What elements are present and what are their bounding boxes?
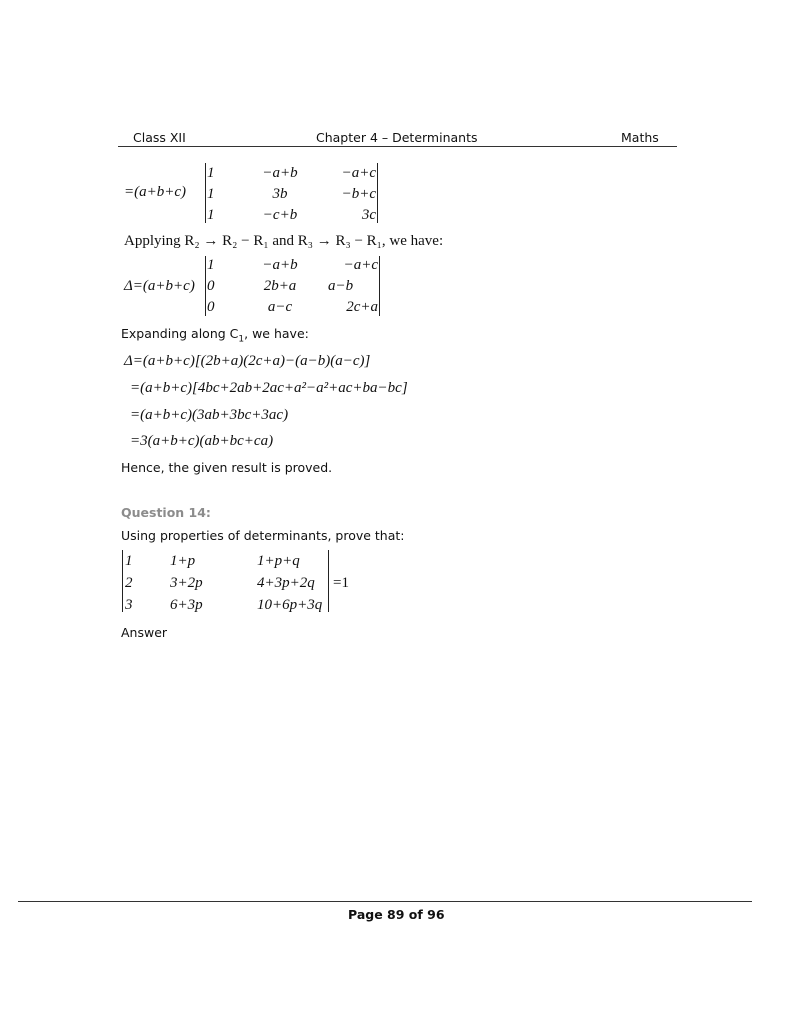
answer-label: Answer — [121, 625, 168, 640]
q-det-right-bar — [328, 550, 329, 612]
det1-cell: 1 — [207, 186, 215, 202]
conclusion-text: Hence, the given result is proved. — [121, 460, 333, 475]
expanding-label: Expanding along C — [121, 326, 239, 341]
det2-left-bar — [205, 256, 206, 316]
det1-cell: 1 — [207, 207, 215, 223]
det2-right-bar — [379, 256, 380, 316]
det2-cell: −a+b — [262, 257, 298, 273]
det2-cell: 2c+a — [346, 299, 378, 315]
step-line: =3(a+b+c)(ab+bc+ca) — [130, 433, 274, 449]
det2-cell: −a+c — [343, 257, 378, 273]
det2-cell: 1 — [207, 257, 215, 273]
det1-cell: 3b — [272, 186, 288, 202]
q-cell: 6+3p — [170, 597, 203, 613]
det2-cell: 0 — [207, 278, 215, 294]
header-chapter: Chapter 4 – Determinants — [316, 130, 478, 145]
q-cell: 3 — [125, 597, 133, 613]
header-class: Class XII — [133, 130, 186, 145]
det1-right-bar — [377, 163, 378, 223]
applying-text: Applying R₂ → R₂ − R₁ and R₃ → R₃ − R₁, we have: — [124, 233, 444, 249]
step-line: Δ=(a+b+c)[(2b+a)(2c+a)−(a−b)(a−c)] — [124, 353, 371, 369]
det1-cell: −a+c — [341, 165, 376, 181]
page-number: Page 89 of 96 — [348, 907, 445, 922]
det2-cell: 2b+a — [263, 278, 297, 294]
det2-prefix: Δ=(a+b+c) — [124, 278, 195, 294]
question-title: Question 14: — [121, 505, 211, 520]
q-cell: 10+6p+3q — [257, 597, 323, 613]
det1-cell: −b+c — [341, 186, 376, 202]
step-line: =(a+b+c)[4bc+2ab+2ac+a²−a²+ac+ba−bc] — [130, 380, 408, 396]
q-cell: 1+p+q — [257, 553, 300, 569]
header-rule — [118, 146, 677, 147]
header-subject: Maths — [621, 130, 659, 145]
expanding-text — [121, 326, 309, 345]
step-line: =(a+b+c)(3ab+3bc+3ac) — [130, 407, 289, 423]
det1-cell: 3c — [361, 207, 376, 223]
det1-prefix: =(a+b+c) — [124, 184, 187, 200]
expanding-subscript: 1 — [238, 334, 245, 345]
det1-left-bar — [205, 163, 206, 223]
det2-cell: 0 — [207, 299, 215, 315]
q-cell: 1 — [125, 553, 133, 569]
q-cell: 3+2p — [170, 575, 203, 591]
q-cell: 2 — [125, 575, 133, 591]
det2-cell: a−b — [328, 278, 354, 294]
det1-cell: −c+b — [262, 207, 298, 223]
det1-cell: −a+b — [262, 165, 298, 181]
q-rhs: =1 — [333, 575, 349, 591]
footer-rule — [18, 901, 752, 902]
det2-cell: a−c — [267, 299, 293, 315]
expanding-suffix: , we have: — [244, 326, 309, 341]
det1-cell: 1 — [207, 165, 215, 181]
question-prompt: Using properties of determinants, prove that: — [121, 528, 405, 543]
q-cell: 1+p — [170, 553, 196, 569]
q-cell: 4+3p+2q — [257, 575, 315, 591]
q-det-left-bar — [122, 550, 123, 612]
